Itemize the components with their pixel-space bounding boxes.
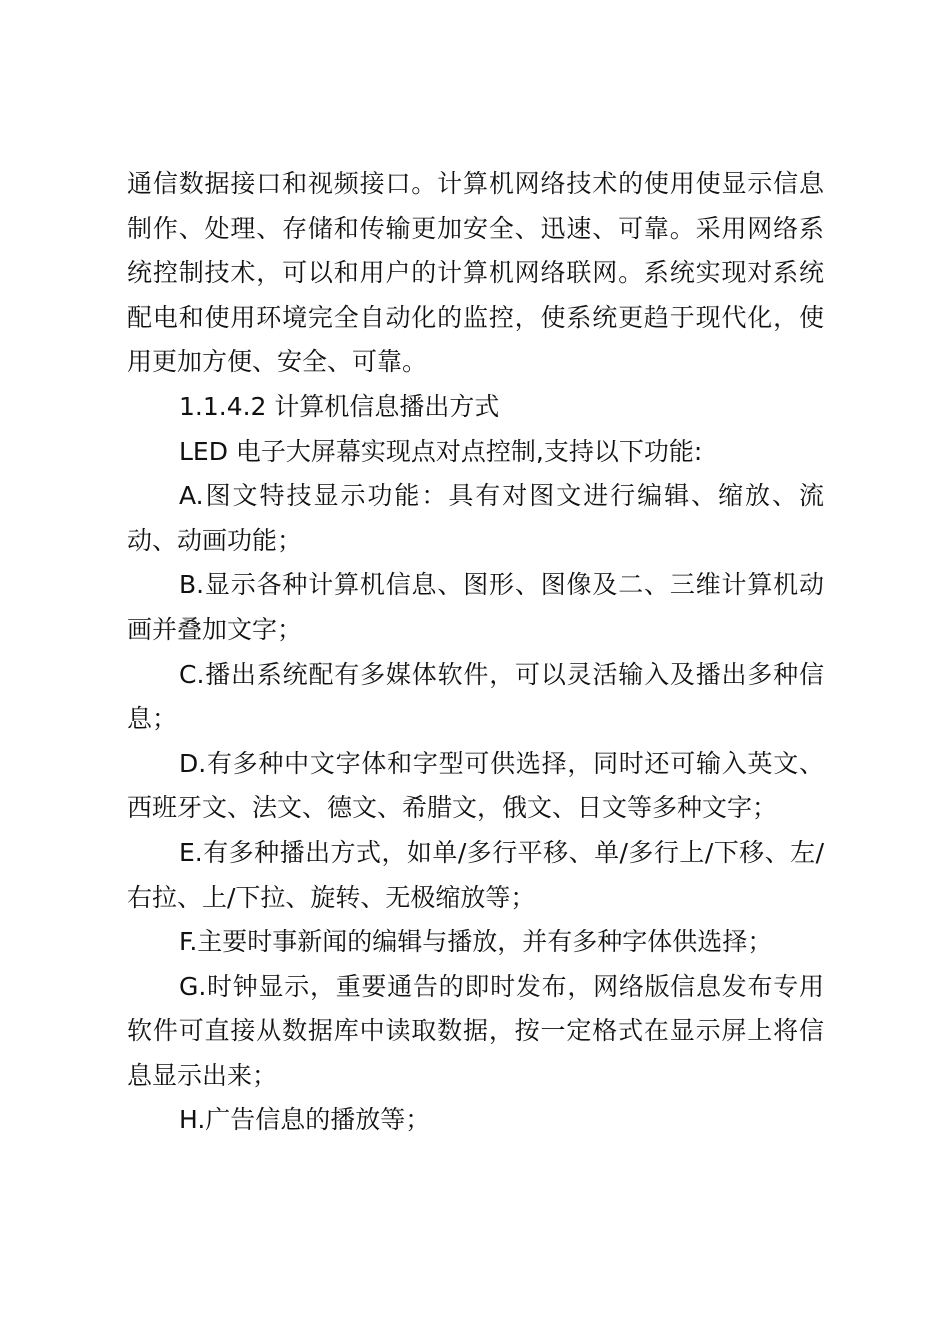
paragraph-intro: 通信数据接口和视频接口。计算机网络技术的使用使显示信息制作、处理、存储和传输更加安全、迅速、可靠。采用网络系统控制技术，可以和用户的计算机网络联网。系统实现对系统配电和使用环境完全自动化的监控，使系统更趋于现代化，使用更加方便、安全、可靠。 <box>127 169 824 377</box>
list-item-c: C.播出系统配有多媒体软件，可以灵活输入及播出多种信息； <box>127 659 824 734</box>
list-item-g: G.时钟显示，重要通告的即时发布，网络版信息发布专用软件可直接从数据库中读取数据，按一定格式在显示屏上将信息显示出来； <box>127 971 824 1090</box>
paragraph-led-control: LED 电子大屏幕实现点对点控制,支持以下功能: <box>179 436 703 466</box>
document-body <box>127 162 824 1143</box>
list-item-b: B.显示各种计算机信息、图形、图像及二、三维计算机动画并叠加文字； <box>127 570 824 644</box>
list-item-e: E.有多种播出方式，如单/多行平移、单/多行上/下移、左/右拉、上/下拉、旋转、无极缩放等； <box>127 837 824 912</box>
list-item-a: A.图文特技显示功能：具有对图文进行编辑、缩放、流动、动画功能； <box>127 481 824 555</box>
list-item-d: D.有多种中文字体和字型可供选择，同时还可输入英文、西班牙文、法文、德文、希腊文，俄文、日文等多种文字； <box>127 748 824 823</box>
section-heading: 1.1.4.2 计算机信息播出方式 <box>179 391 500 421</box>
list-item-f: F.主要时事新闻的编辑与播放，并有多种字体供选择； <box>179 927 773 957</box>
list-item-h: H.广告信息的播放等； <box>179 1105 431 1135</box>
